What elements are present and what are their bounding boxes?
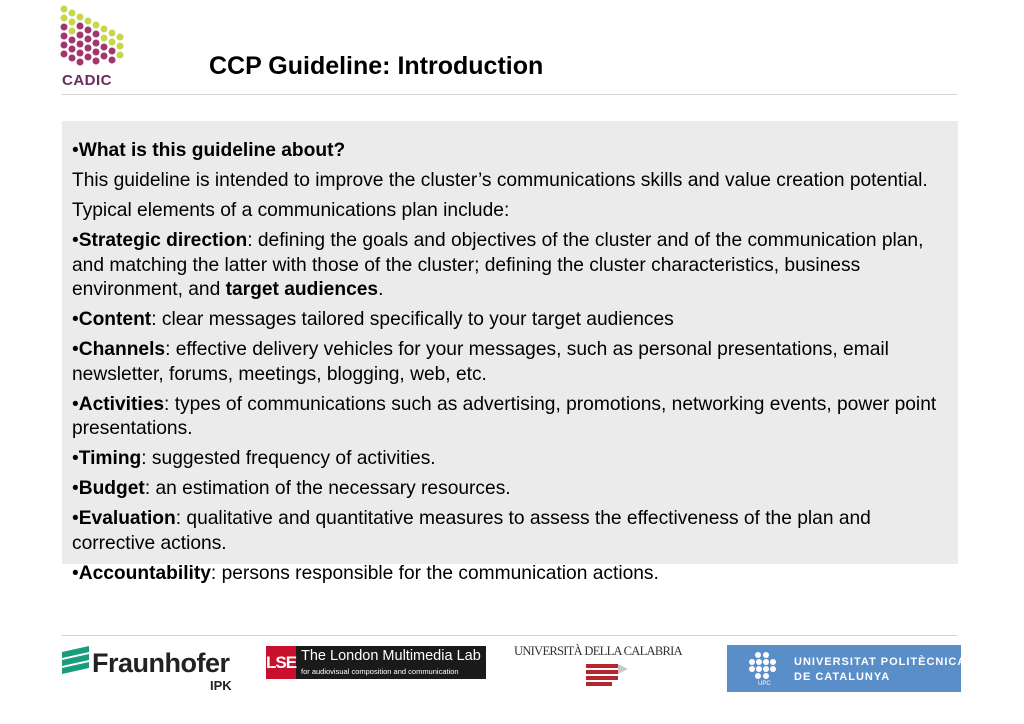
list-item-accountability: •Accountability: persons responsible for the communication actions.: [72, 562, 659, 584]
item-text: : suggested frequency of activities.: [141, 448, 436, 469]
cadic-logo: [58, 4, 130, 94]
footer-divider: [62, 635, 957, 636]
list-item-content: •Content: clear messages tailored specifically to your target audiences: [72, 309, 674, 330]
list-item-activities: •Activities: types of communications such as advertising, promotions, networking events, power point presentations.: [72, 393, 937, 439]
item-text-end: .: [378, 279, 384, 300]
upc-name-line2: DE CATALUNYA: [794, 671, 891, 683]
slide-content: [72, 139, 950, 592]
item-term: Accountability: [78, 562, 211, 584]
fraunhofer-logo: [62, 646, 234, 696]
upc-logo: [727, 645, 967, 692]
unical-name: UNIVERSITÀ DELLA CALABRIA: [514, 644, 682, 658]
item-term: Activities: [78, 393, 165, 415]
list-item-timing: •Timing: suggested frequency of activities.: [72, 448, 436, 469]
item-term-target-audiences: target audiences: [225, 279, 379, 300]
upc-dots-icon: [747, 651, 781, 681]
fraunhofer-mark-icon: [62, 646, 89, 674]
lse-box: LSE: [266, 646, 296, 679]
item-text: : an estimation of the necessary resources.: [144, 478, 511, 499]
list-item-strategic-direction: •Strategic direction: defining the goals and objectives of the cluster and of the communication plan, and matching the latter with those of the cluster; defining the cluster characteristics, business environment, and target audiences.: [72, 230, 924, 300]
list-item-channels: •Channels: effective delivery vehicles for your messages, such as personal presentations, email newsletter, forums, meetings, blogging, web, etc.: [72, 339, 889, 385]
page-title: CCP Guideline: Introduction: [209, 52, 544, 80]
item-text: : clear messages tailored specifically to your target audiences: [151, 309, 674, 330]
item-term: Timing: [78, 448, 142, 469]
item-text: : defining the goals and objectives of the cluster and of the communication plan, and matching the latter with those of the cluster; defining the cluster characteristics, business environment, and: [72, 230, 924, 300]
lse-logo: [266, 646, 486, 679]
item-term: Strategic direction: [78, 230, 248, 251]
item-term: Evaluation: [78, 508, 176, 529]
item-text: : types of communications such as advertising, promotions, networking events, power point presentations.: [72, 393, 937, 439]
lse-name: The London Multimedia Lab: [301, 648, 481, 664]
cadic-logo-text: CADIC: [62, 72, 112, 89]
fraunhofer-name: Fraunhofer: [92, 648, 230, 678]
question-line: •What is this guideline about?: [72, 140, 346, 161]
cadic-dots-icon: [58, 4, 130, 72]
item-term: Content: [78, 309, 152, 330]
upc-code: UPC: [758, 681, 771, 687]
item-term: Budget: [78, 478, 145, 499]
list-item-evaluation: •Evaluation: qualitative and quantitative measures to assess the effectiveness of the plan and corrective actions.: [72, 508, 871, 554]
question-heading: What is this guideline about?: [78, 140, 346, 161]
unical-logo: [514, 644, 686, 694]
unical-mark-icon: [586, 664, 628, 690]
item-term: Channels: [78, 339, 166, 360]
fraunhofer-sub: IPK: [210, 678, 232, 693]
item-text: : persons responsible for the communication actions.: [210, 562, 659, 584]
item-text: : qualitative and quantitative measures to assess the effectiveness of the plan and corrective actions.: [72, 508, 871, 554]
list-item-budget: •Budget: an estimation of the necessary resources.: [72, 478, 511, 499]
item-text: : effective delivery vehicles for your messages, such as personal presentations, email newsletter, forums, meetings, blogging, web, etc.: [72, 339, 889, 385]
intro-paragraph: This guideline is intended to improve the cluster’s communications skills and value creation potential.: [72, 170, 928, 191]
lse-sub: for audiovisual composition and communication: [301, 667, 459, 676]
header-divider: [62, 94, 957, 95]
elements-intro: Typical elements of a communications plan include:: [72, 200, 510, 221]
upc-name-line1: UNIVERSITAT POLITÈCNICA: [794, 656, 967, 668]
